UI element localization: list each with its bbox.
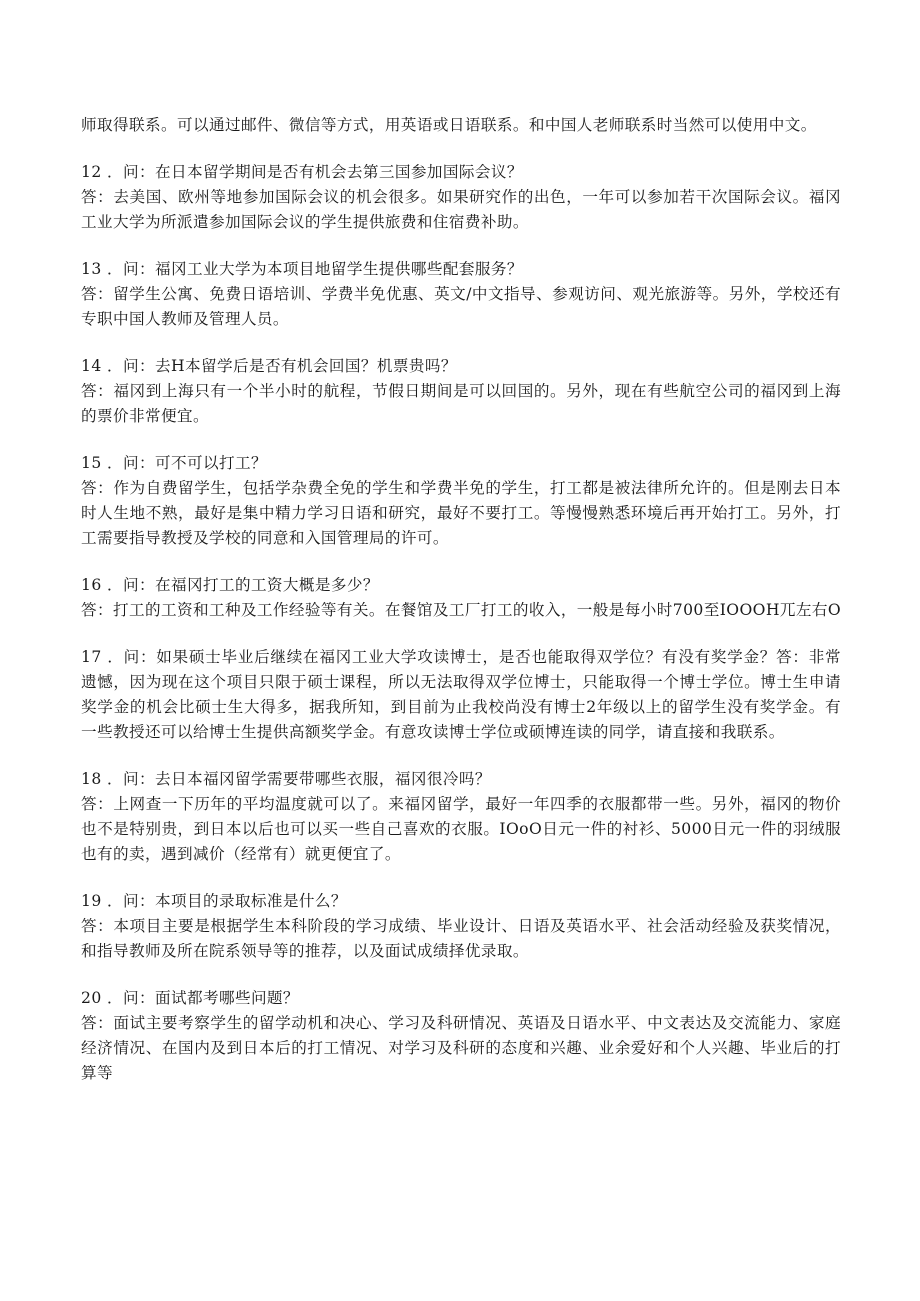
answer: 答：打工的工资和工种及工作经验等有关。在餐馆及工厂打工的收入，一般是每小时700至IOOOH兀左右O <box>81 601 842 619</box>
answer: 17 ．问：如果硕士毕业后继续在福冈工业大学攻读博士，是否也能取得双学位？有没有奖学金？答：非常遗憾，因为现在这个项目只限于硕士课程，所以无法取得双学位博士，只能取得一个博士学位。博士生申请奖学金的机会比硕士生大得多，据我所知，到目前为止我校尚没有博士2年级以上的留学生没有奖学金。有一些教授还可以给博士生提供高额奖学金。有意攻读博士学位或硕博连读的同学，请直接和我联系。 <box>81 648 841 741</box>
qa-item-14 <box>81 354 841 429</box>
answer: 答：面试主要考察学生的留学动机和决心、学习及科研情况、英语及日语水平、中文表达及交流能力、家庭经济情况、在国内及到日本后的打工情况、对学习及科研的态度和兴趣、业余爱好和个人兴趣、毕业后的打算等 <box>81 1014 841 1082</box>
qa-item-15 <box>81 451 841 551</box>
qa-item-16 <box>81 573 841 623</box>
answer: 答：上网查一下历年的平均温度就可以了。来福冈留学，最好一年四季的衣服都带一些。另外，福冈的物价也不是特别贵，到日本以后也可以买一些自己喜欢的衣服。IOoO日元一件的衬衫、5000日元一件的羽绒服也有的卖，遇到减价（经常有）就更便宜了。 <box>81 795 841 863</box>
intro-paragraph: 师取得联系。可以通过邮件、微信等方式，用英语或日语联系。和中国人老师联系时当然可以使用中文。 <box>81 116 817 134</box>
question: 12 ．问：在日本留学期间是否有机会去第三国参加国际会议？ <box>81 163 523 181</box>
question: 20 ．问：面试都考哪些问题？ <box>81 989 299 1007</box>
question: 15 ．问：可不可以打工？ <box>81 454 267 472</box>
document-page <box>81 113 841 1086</box>
answer: 答：福冈到上海只有一个半小时的航程，节假日期间是可以回国的。另外，现在有些航空公司的福冈到上海的票价非常便宜。 <box>81 382 841 425</box>
qa-item-18 <box>81 767 841 867</box>
qa-item-13 <box>81 257 841 332</box>
question: 19 ．问：本项目的录取标准是什么？ <box>81 892 347 910</box>
question: 13 ．问：福冈工业大学为本项目地留学生提供哪些配套服务？ <box>81 260 523 278</box>
question: 16 ．问：在福冈打工的工资大概是多少？ <box>81 576 379 594</box>
question: 18 ．问：去日本福冈留学需要带哪些衣服，福冈很冷吗？ <box>81 770 491 788</box>
qa-item-17 <box>81 645 841 745</box>
qa-item-20 <box>81 986 841 1086</box>
answer: 答：留学生公寓、免费日语培训、学费半免优惠、英文/中文指导、参观访问、观光旅游等。另外，学校还有专职中国人教师及管理人员。 <box>81 285 841 328</box>
answer: 答：作为自费留学生，包括学杂费全免的学生和学费半免的学生，打工都是被法律所允许的。但是刚去日本时人生地不熟，最好是集中精力学习日语和研究，最好不要打工。等慢慢熟悉环境后再开始打工。另外，打工需要指导教授及学校的同意和入国管理局的许可。 <box>81 479 841 547</box>
answer: 答：本项目主要是根据学生本科阶段的学习成绩、毕业设计、日语及英语水平、社会活动经验及获奖情况，和指导教师及所在院系领导等的推荐，以及面试成绩择优录取。 <box>81 917 841 960</box>
question: 14 ．问：去H本留学后是否有机会回国？机票贵吗？ <box>81 357 457 375</box>
answer: 答：去美国、欧州等地参加国际会议的机会很多。如果研究作的出色，一年可以参加若干次国际会议。福冈工业大学为所派遣参加国际会议的学生提供旅费和住宿费补助。 <box>81 188 841 231</box>
qa-item-12 <box>81 160 841 235</box>
qa-item-19 <box>81 889 841 964</box>
